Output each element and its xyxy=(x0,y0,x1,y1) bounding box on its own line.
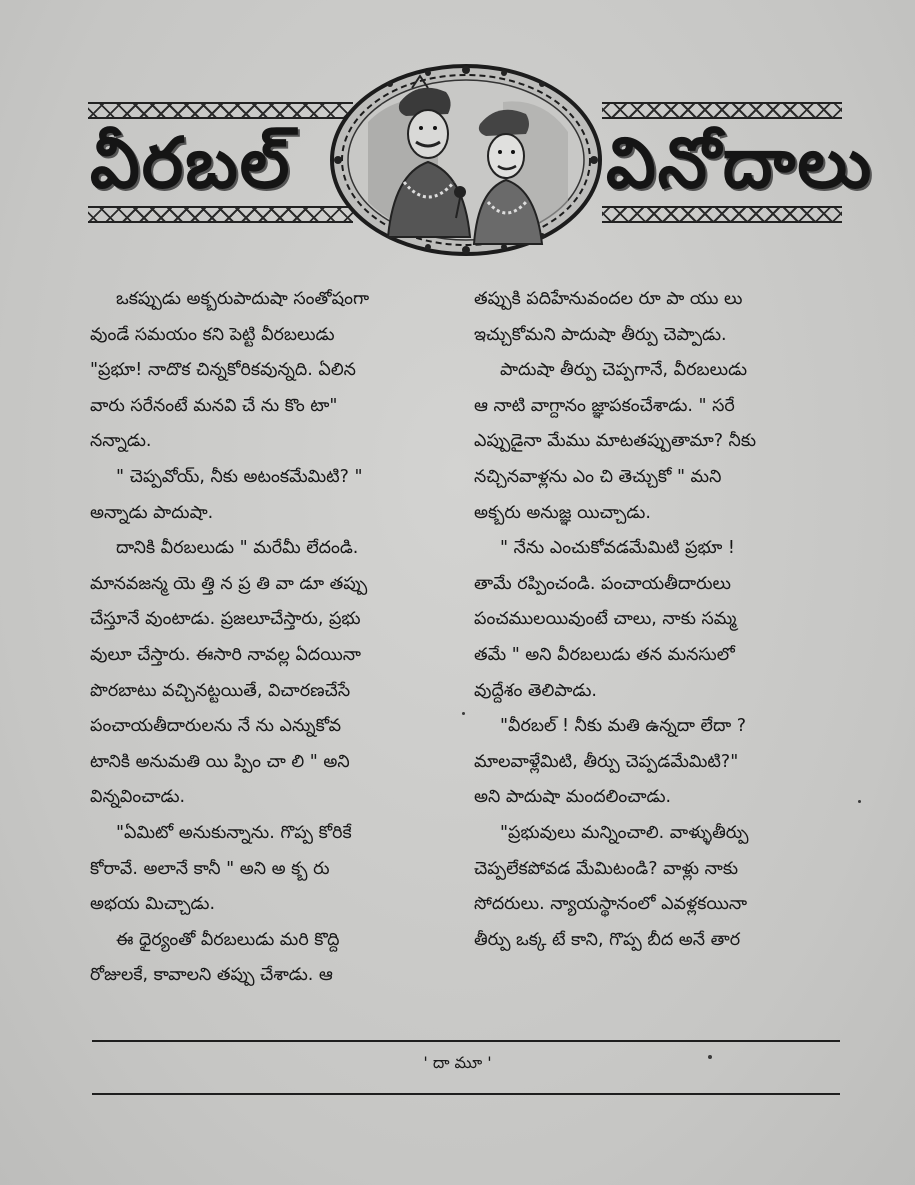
akbar-birbal-illustration xyxy=(328,62,604,258)
print-speck xyxy=(858,800,861,803)
print-speck xyxy=(708,1055,712,1059)
paragraph-line: ఈ ధైర్యంతో వీరబలుడు మరి కొద్ది xyxy=(116,929,340,950)
right-text-column xyxy=(474,282,844,958)
zigzag-border-top-left xyxy=(88,102,353,119)
paragraph-line: కోరావే. అలానే కానీ " అని అ క్బ రు xyxy=(90,858,330,879)
paragraph-line: మానవజన్మ యె త్తి న ప్ర తి వా డూ తప్పు xyxy=(90,573,368,594)
paragraph-line: తమే " అని వీరబలుడు తన మనసులో xyxy=(474,644,735,665)
title-left-word: వీరబల్ xyxy=(90,122,292,204)
print-speck xyxy=(462,712,465,715)
paragraph-line: పొరబాటు వచ్చినట్టయితే, విచారణచేసే xyxy=(90,680,351,701)
paragraph-line: అభయ మిచ్చాడు. xyxy=(90,894,216,915)
paragraph-line: ఇచ్చుకోమని పాదుషా తీర్పు చెప్పాడు. xyxy=(474,324,727,345)
paragraph-line: పంచములయివుంటే చాలు, నాకు సమ్మ xyxy=(474,609,737,630)
zigzag-border-bottom-left xyxy=(88,206,353,223)
left-text-column xyxy=(90,282,452,994)
paragraph-line: తప్పుకి పదిహేనువందల రూ పా యు లు xyxy=(474,289,743,309)
paragraph-line: " నేను ఎంచుకోవడమేమిటి ప్రభూ ! xyxy=(500,538,735,559)
paragraph-line: చేస్తూనే వుంటాడు. ప్రజలూచేస్తారు, ప్రభు xyxy=(90,609,361,630)
paragraph-line: "వీరబల్ ! నీకు మతి ఉన్నదా లేదా ? xyxy=(500,716,747,737)
paragraph-line: అక్బరు అనుజ్ఞ యిచ్చాడు. xyxy=(474,502,651,523)
paragraph-line: "ప్రభువులు మన్నించాలి. వాళ్ళుతీర్పు xyxy=(500,822,749,843)
paragraph-line: తామే రప్పించండి. పంచాయతీదారులు xyxy=(474,573,731,594)
zigzag-border-top-right xyxy=(602,102,842,119)
paragraph-line: " చెప్పవోయ్, నీకు అటంకమేమిటి? " xyxy=(116,466,363,487)
paragraph-line: అన్నాడు పాదుషా. xyxy=(90,502,214,523)
author-signature: ' దా మూ ' xyxy=(423,1053,492,1072)
paragraph-line: తీర్పు ఒక్క టే కాని, గొప్ప బీద అనే తార xyxy=(474,929,741,950)
paragraph-line: టానికి అనుమతి యి ప్పిం చా లి " అని xyxy=(90,751,350,772)
paragraph-line: సోదరులు. న్యాయస్థానంలో ఎవళ్లకయినా xyxy=(474,894,748,915)
footer-rule-bottom xyxy=(92,1093,840,1095)
paragraph-line: పాదుషా తీర్పు చెప్పగానే, వీరబలుడు xyxy=(500,360,748,381)
paragraph-line: నన్నాడు. xyxy=(90,431,152,452)
paragraph-line: విన్నవించాడు. xyxy=(90,787,186,808)
title-banner xyxy=(84,58,874,268)
paragraph-line: వుద్దేశం తెలిపాడు. xyxy=(474,680,597,701)
title-right-word: వినోదాలు xyxy=(606,122,874,204)
paragraph-line: ఒకప్పుడు అక్బరుపాదుషా సంతోషంగా xyxy=(116,289,370,309)
paragraph-line: వుండే సమయం కని పెట్టి వీరబలుడు xyxy=(90,324,335,345)
paragraph-line: "ప్రభూ! నాదొక చిన్నకోరికవున్నది. ఏలిన xyxy=(90,360,356,381)
paragraph-line: అని పాదుషా మందలించాడు. xyxy=(474,787,672,808)
paragraph-line: వులూ చేస్తారు. ఈసారి నావల్ల ఏదయినా xyxy=(90,644,361,665)
paragraph-line: "ఏమిటో అనుకున్నాను. గొప్ప కోరికే xyxy=(116,822,352,843)
zigzag-border-bottom-right xyxy=(602,206,842,223)
paragraph-line: ఎప్పుడైనా మేము మాటతప్పుతామా? నీకు xyxy=(474,431,757,452)
paragraph-line: నచ్చినవాళ్లను ఎం చి తెచ్చుకో " మని xyxy=(474,466,722,487)
paragraph-line: వారు సరేనంటే మనవి చే ను కొం టా" xyxy=(90,395,338,416)
paragraph-line: మాలవాళ్లేమిటి, తీర్పు చెప్పడమేమిటి?" xyxy=(474,751,739,772)
footer-rule-top xyxy=(92,1040,840,1042)
paragraph-line: దానికి వీరబలుడు " మరేమీ లేదండి. xyxy=(116,538,359,559)
paragraph-line: పంచాయతీదారులను నే ను ఎన్నుకోవ xyxy=(90,716,342,737)
paragraph-line: ఆ నాటి వాగ్దానం జ్ఞాపకంచేశాడు. " సరే xyxy=(474,395,735,416)
paragraph-line: చెప్పలేకపోవడ మేమిటండి? వాళ్లు నాకు xyxy=(474,858,739,879)
paragraph-line: రోజులకే, కావాలని తప్పు చేశాడు. ఆ xyxy=(90,965,333,986)
